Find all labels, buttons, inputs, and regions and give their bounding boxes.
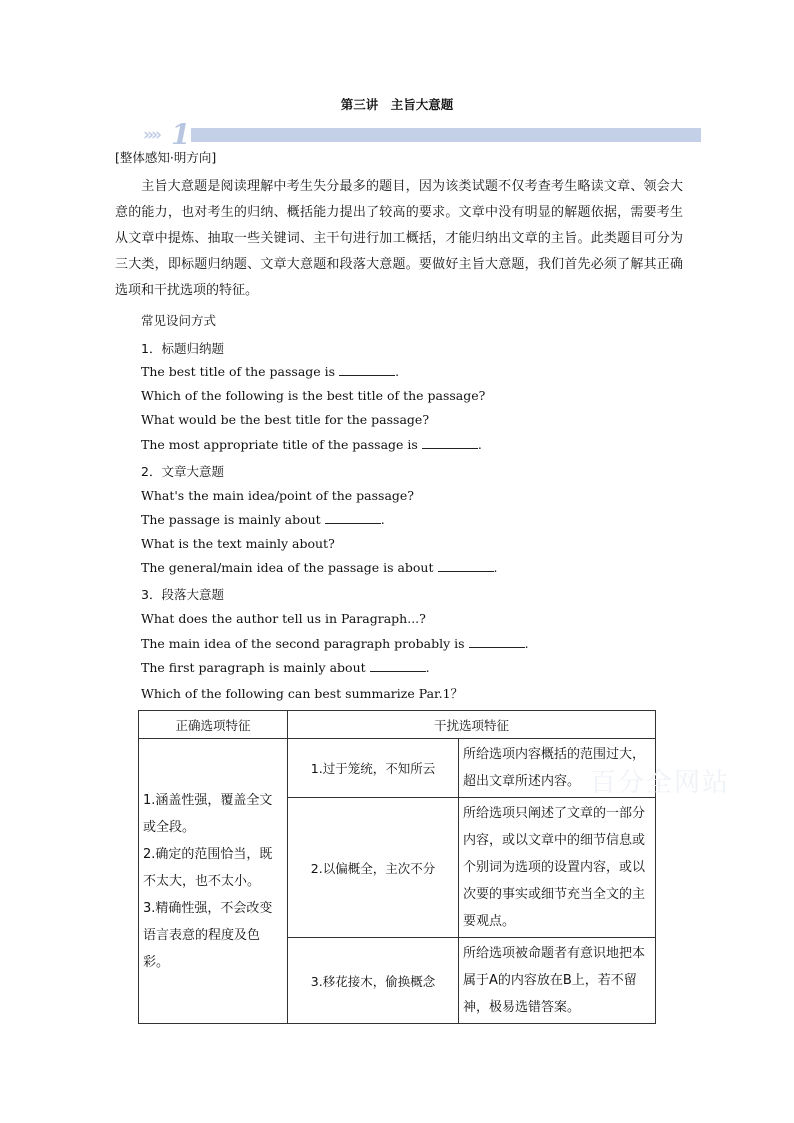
question-item: What does the author tell us in Paragraph...?	[141, 611, 426, 626]
table-row	[139, 739, 656, 798]
group-heading: 1．标题归纳题	[141, 341, 224, 356]
distractor-name: 3.移花接木，偷换概念	[288, 938, 459, 1024]
distractor-name: 2.以偏概全，主次不分	[288, 798, 459, 938]
distractor-name: 1.过于笼统，不知所云	[288, 739, 459, 798]
answer-blank	[469, 646, 525, 648]
double-chevron-icon: »»	[143, 125, 159, 145]
section-banner	[141, 118, 701, 151]
answer-blank	[438, 570, 494, 572]
answer-blank	[325, 522, 381, 524]
question-item: What's the main idea/point of the passage?	[141, 488, 415, 503]
header-correct: 正确选项特征	[139, 711, 288, 739]
answer-blank	[422, 447, 478, 449]
intro-paragraph: 主旨大意题是阅读理解中考生失分最多的题目，因为该类试题不仅考查考生略读文章、领会大意的能力，也对考生的归纳、概括能力提出了较高的要求。文章中没有明显的解题依据，需要考生从文章中提炼、抽取一些关键词、主干句进行加工概括，才能归纳出文章的主旨。此类题目可分为三大类，即标题归纳题、文章大意题和段落大意题。要做好主旨大意题，我们首先必须了解其正确选项和干扰选项的特征。	[115, 179, 683, 298]
question-item: Which of the following is the best title of the passage?	[141, 388, 486, 403]
correct-feature-item: 2.确定的范围恰当，既不太大，也不太小。	[143, 846, 273, 889]
correct-feature-item: 1.涵盖性强，覆盖全文或全段。	[143, 792, 273, 835]
answer-blank	[370, 670, 426, 672]
answer-blank	[339, 374, 395, 376]
question-item: The most appropriate title of the passage is .	[141, 437, 482, 452]
question-item: What would be the best title for the passage?	[141, 412, 430, 427]
page-title: 第三讲 主旨大意题	[340, 97, 454, 112]
watermark: 百分全网站	[590, 768, 731, 798]
question-item: The main idea of the second paragraph probably is .	[141, 636, 529, 651]
question-item: What is the text mainly about?	[141, 536, 335, 551]
distractor-desc: 所给选项内容概括的范围过大，超出文章所述内容。	[459, 739, 656, 798]
forms-heading: 常见设问方式	[141, 313, 217, 328]
header-distractor: 干扰选项特征	[288, 711, 656, 739]
question-item: The first paragraph is mainly about .	[141, 660, 430, 675]
question-item: The passage is mainly about .	[141, 512, 385, 527]
distractor-desc: 所给选项被命题者有意识地把本属于A的内容放在B上，若不留神，极易选错答案。	[459, 938, 656, 1024]
feature-table	[138, 710, 656, 1024]
section-bar	[191, 128, 701, 142]
section-label: [整体感知·明方向]	[115, 150, 217, 165]
question-item: Which of the following can best summarize Par.1？	[141, 686, 464, 701]
distractor-desc: 所给选项只阐述了文章的一部分内容，或以文章中的细节信息或个别词为选项的设置内容，或以次要的事实或细节充当全文的主要观点。	[459, 798, 656, 938]
question-item: The best title of the passage is .	[141, 364, 400, 379]
section-number: 1	[171, 118, 191, 151]
table-header-row	[139, 711, 656, 739]
question-item: The general/main idea of the passage is about .	[141, 560, 498, 575]
group-heading: 2．文章大意题	[141, 464, 224, 479]
correct-features-cell	[139, 739, 288, 1024]
correct-feature-item: 3.精确性强，不会改变语言表意的程度及色彩。	[143, 900, 273, 970]
group-heading: 3．段落大意题	[141, 587, 224, 602]
